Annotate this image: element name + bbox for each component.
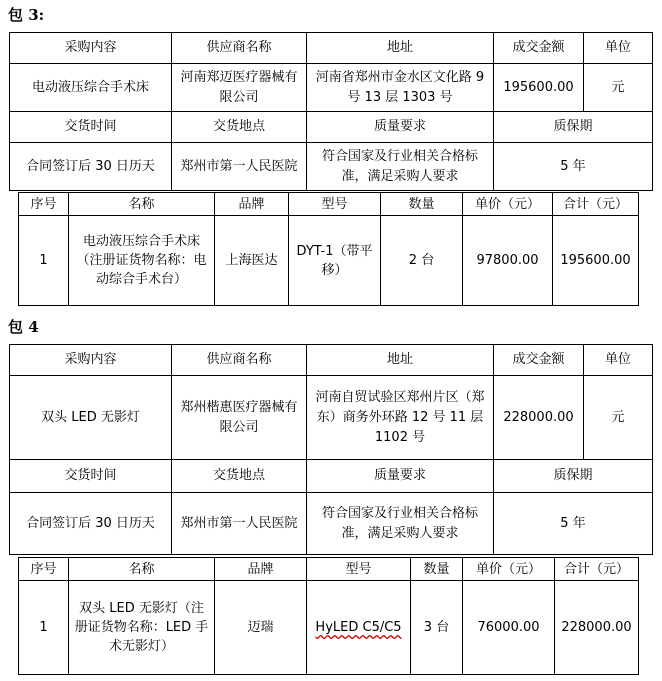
supplier-address: 河南自贸试验区郑州片区（郑东）商务外环路 12 号 11 层 1102 号 bbox=[307, 376, 494, 460]
item-model: DYT-1（带平移） bbox=[289, 216, 381, 306]
header-cell: 成交金额 bbox=[494, 33, 584, 64]
unit: 元 bbox=[584, 376, 653, 460]
warranty-period: 5 年 bbox=[494, 143, 653, 191]
table-header-row bbox=[10, 33, 653, 64]
table-row bbox=[10, 376, 653, 460]
item-unit-price: 97800.00 bbox=[463, 216, 553, 306]
table-header-row bbox=[10, 460, 653, 493]
table-row bbox=[19, 581, 639, 675]
header-cell: 采购内容 bbox=[10, 345, 172, 376]
header-cell: 名称 bbox=[69, 558, 215, 581]
header-cell: 型号 bbox=[307, 558, 411, 581]
item-name: 电动液压综合手术床（注册证货物名称：电动综合手术台） bbox=[69, 216, 215, 306]
table-header-row bbox=[19, 558, 639, 581]
header-cell: 交货地点 bbox=[172, 112, 307, 143]
table-header-row bbox=[19, 193, 639, 216]
header-cell: 合计（元） bbox=[555, 558, 639, 581]
header-cell: 品牌 bbox=[215, 558, 307, 581]
table-row bbox=[10, 493, 653, 555]
item-model-text: HyLED C5/C5 bbox=[315, 620, 402, 635]
package-4-summary-table bbox=[9, 344, 653, 555]
header-cell: 供应商名称 bbox=[172, 33, 307, 64]
header-cell: 单位 bbox=[584, 345, 653, 376]
header-cell: 单价（元） bbox=[463, 558, 555, 581]
item-total: 195600.00 bbox=[553, 216, 639, 306]
supplier-address: 河南省郑州市金水区文化路 9 号 13 层 1303 号 bbox=[307, 64, 494, 112]
quality-requirement: 符合国家及行业相关合格标准，满足采购人要求 bbox=[307, 143, 494, 191]
package-4-title: 包 4 bbox=[8, 318, 39, 336]
table-row bbox=[19, 216, 639, 306]
delivery-time: 合同签订后 30 日历天 bbox=[10, 143, 172, 191]
procurement-content: 双头 LED 无影灯 bbox=[10, 376, 172, 460]
procurement-content: 电动液压综合手术床 bbox=[10, 64, 172, 112]
header-cell: 地址 bbox=[307, 345, 494, 376]
header-cell: 质保期 bbox=[494, 460, 653, 493]
header-cell: 交货地点 bbox=[172, 460, 307, 493]
item-total: 228000.00 bbox=[555, 581, 639, 675]
item-name: 双头 LED 无影灯（注册证货物名称：LED 手术无影灯） bbox=[69, 581, 215, 675]
header-cell: 序号 bbox=[19, 193, 69, 216]
quality-requirement: 符合国家及行业相关合格标准，满足采购人要求 bbox=[307, 493, 494, 555]
table-row bbox=[10, 143, 653, 191]
header-cell: 名称 bbox=[69, 193, 215, 216]
item-model bbox=[307, 581, 411, 675]
item-number: 1 bbox=[19, 581, 69, 675]
header-cell: 品牌 bbox=[215, 193, 289, 216]
header-cell: 质保期 bbox=[494, 112, 653, 143]
header-cell: 序号 bbox=[19, 558, 69, 581]
package-3-summary-table bbox=[9, 32, 653, 191]
table-header-row bbox=[10, 112, 653, 143]
item-unit-price: 76000.00 bbox=[463, 581, 555, 675]
delivery-time: 合同签订后 30 日历天 bbox=[10, 493, 172, 555]
delivery-location: 郑州市第一人民医院 bbox=[172, 493, 307, 555]
header-cell: 交货时间 bbox=[10, 112, 172, 143]
package-4-item-table bbox=[18, 557, 639, 675]
header-cell: 型号 bbox=[289, 193, 381, 216]
header-cell: 数量 bbox=[411, 558, 463, 581]
header-cell: 成交金额 bbox=[494, 345, 584, 376]
item-quantity: 3 台 bbox=[411, 581, 463, 675]
header-cell: 交货时间 bbox=[10, 460, 172, 493]
table-row bbox=[10, 64, 653, 112]
header-cell: 质量要求 bbox=[307, 460, 494, 493]
table-header-row bbox=[10, 345, 653, 376]
item-brand: 上海医达 bbox=[215, 216, 289, 306]
item-number: 1 bbox=[19, 216, 69, 306]
deal-amount: 195600.00 bbox=[494, 64, 584, 112]
unit: 元 bbox=[584, 64, 653, 112]
supplier-name: 河南郑迈医疗器械有限公司 bbox=[172, 64, 307, 112]
header-cell: 采购内容 bbox=[10, 33, 172, 64]
delivery-location: 郑州市第一人民医院 bbox=[172, 143, 307, 191]
header-cell: 单位 bbox=[584, 33, 653, 64]
header-cell: 地址 bbox=[307, 33, 494, 64]
supplier-name: 郑州楷惠医疗器械有限公司 bbox=[172, 376, 307, 460]
item-brand: 迈瑞 bbox=[215, 581, 307, 675]
package-3-title: 包 3: bbox=[8, 6, 45, 24]
warranty-period: 5 年 bbox=[494, 493, 653, 555]
header-cell: 合计（元） bbox=[553, 193, 639, 216]
header-cell: 单价（元） bbox=[463, 193, 553, 216]
header-cell: 质量要求 bbox=[307, 112, 494, 143]
deal-amount: 228000.00 bbox=[494, 376, 584, 460]
header-cell: 数量 bbox=[381, 193, 463, 216]
header-cell: 供应商名称 bbox=[172, 345, 307, 376]
package-3-item-table bbox=[18, 192, 639, 306]
item-quantity: 2 台 bbox=[381, 216, 463, 306]
